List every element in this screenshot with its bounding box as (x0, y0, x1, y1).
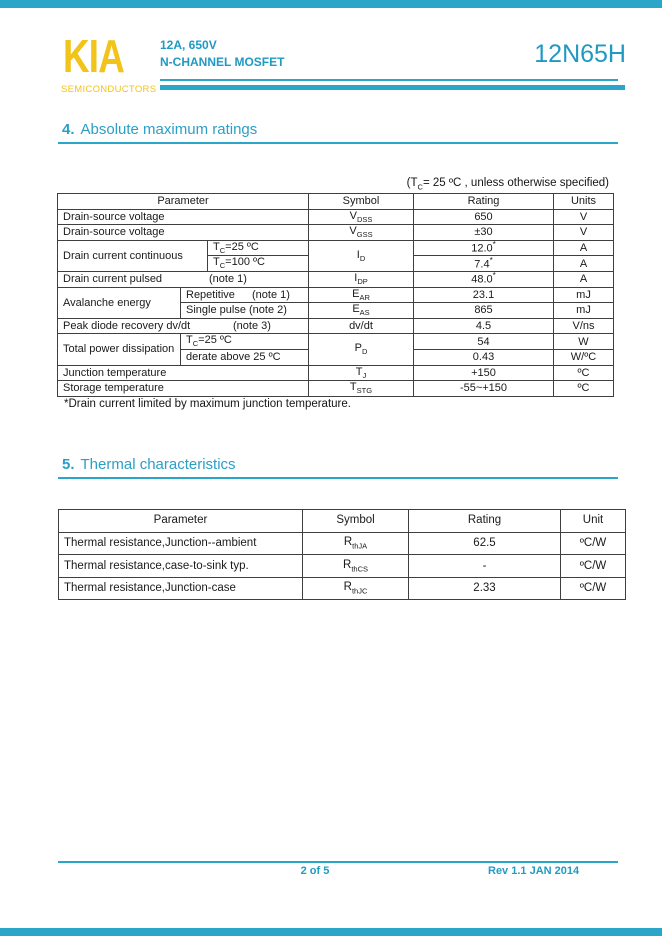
condition-rest: =100 ºC (225, 256, 265, 269)
unit-cell: ºC (554, 365, 614, 381)
header-cell-symbol: Symbol (303, 510, 409, 533)
symbol-cell (309, 381, 414, 397)
table-footnote: *Drain current limited by maximum junction temperature. (64, 398, 351, 410)
sub-param-cell: derate above 25 ºC (181, 349, 309, 365)
symbol-base: T (349, 381, 357, 394)
symbol-cell (309, 209, 414, 225)
header-cell-units: Units (554, 194, 614, 210)
unit-cell: ºC/W (561, 532, 626, 555)
symbol-subscript: DSS (356, 214, 373, 224)
unit-cell: A (554, 256, 614, 272)
symbol-subscript: thJA (352, 541, 368, 551)
symbol-cell (309, 271, 414, 287)
section5-underline (58, 477, 618, 479)
rating-cell: 54 (414, 334, 554, 350)
rating-cell: - (409, 555, 561, 578)
table-row (58, 365, 614, 381)
symbol-base: T (355, 365, 363, 378)
note-ref: (note 1) (252, 288, 290, 301)
part-number: 12N65H (534, 40, 626, 68)
sub-param-cell (208, 256, 309, 272)
symbol-cell (309, 240, 414, 271)
rating-cell: 865 (414, 303, 554, 319)
symbol-cell: dv/dt (309, 318, 414, 334)
unit-cell: V (554, 225, 614, 241)
rating-cell: 0.43 (414, 349, 554, 365)
note-ref: (note 1) (209, 273, 247, 286)
rating-cell: ±30 (414, 225, 554, 241)
rating-cell: 23.1 (414, 287, 554, 303)
param-cell: Avalanche energy (58, 287, 181, 318)
sub-param-cell (208, 240, 309, 256)
symbol-base: R (343, 558, 352, 571)
rating-value: 12.0 (471, 242, 493, 255)
condition-text: Repetitive (186, 288, 235, 301)
symbol-subscript: thJC (351, 586, 368, 596)
table-row (58, 240, 614, 256)
table-row (58, 225, 614, 241)
symbol-subscript: D (361, 347, 368, 357)
symbol-cell (309, 365, 414, 381)
table-row (59, 555, 626, 578)
rating-cell: +150 (414, 365, 554, 381)
symbol-base: V (349, 209, 357, 222)
rating-cell: 62.5 (409, 532, 561, 555)
symbol-cell (309, 334, 414, 365)
symbol-base: E (352, 303, 360, 316)
condition-base: T (213, 256, 220, 269)
symbol-cell (303, 577, 409, 600)
param-cell: Drain current continuous (58, 240, 208, 271)
table-row (59, 532, 626, 555)
condition-base: T (186, 334, 193, 347)
note-ref: (note 3) (233, 320, 271, 332)
table-row (59, 577, 626, 600)
unit-cell: W/ºC (554, 349, 614, 365)
param-cell: Thermal resistance,Junction--ambient (59, 532, 303, 555)
symbol-base: E (352, 287, 360, 300)
param-text: Peak diode recovery dv/dt (63, 320, 191, 332)
rating-cell: 2.33 (409, 577, 561, 600)
header-cell-rating: Rating (409, 510, 561, 533)
unit-cell: A (554, 240, 614, 256)
kia-logo: KIA (63, 30, 124, 82)
table-row (58, 287, 614, 303)
condition-note-subscript: C (417, 182, 423, 192)
top-accent-bar (0, 0, 662, 8)
symbol-subscript: AS (359, 308, 370, 318)
param-cell (58, 271, 309, 287)
unit-cell: W (554, 334, 614, 350)
condition-note (407, 177, 609, 191)
thermal-characteristics-table (58, 509, 626, 600)
symbol-subscript: STG (356, 386, 373, 396)
symbol-subscript: GSS (356, 230, 373, 240)
table-row (58, 334, 614, 350)
unit-cell: mJ (554, 287, 614, 303)
header-rule-thin (160, 79, 618, 81)
param-cell: Junction temperature (58, 365, 309, 381)
rating-cell (414, 271, 554, 287)
header-cell-rating: Rating (414, 194, 554, 210)
symbol-cell (309, 225, 414, 241)
symbol-cell (309, 303, 414, 319)
unit-cell: ºC/W (561, 555, 626, 578)
device-type: N-CHANNEL MOSFET (160, 55, 285, 69)
section5-title: Thermal characteristics (80, 456, 236, 473)
rating-cell (414, 256, 554, 272)
symbol-base: R (343, 536, 353, 549)
symbol-cell (309, 287, 414, 303)
rating-value: 7.4 (474, 258, 490, 271)
rating-cell (414, 240, 554, 256)
rating-asterisk: * (489, 255, 493, 265)
unit-cell: V (554, 209, 614, 225)
section4-title: Absolute maximum ratings (80, 121, 258, 138)
symbol-subscript: AR (359, 292, 370, 302)
condition-note-pre: (T (406, 177, 418, 189)
logo-tagline: SEMICONDUCTORS (61, 84, 157, 95)
unit-cell: mJ (554, 303, 614, 319)
param-cell (58, 318, 309, 334)
symbol-base: I (356, 248, 360, 261)
table-row (58, 271, 614, 287)
condition-base: T (213, 240, 220, 253)
param-cell: Storage temperature (58, 381, 309, 397)
footer-rule (58, 861, 618, 863)
rating-cell: -55~+150 (414, 381, 554, 397)
unit-cell: A (554, 271, 614, 287)
unit-cell: ºC (554, 381, 614, 397)
param-cell: Drain-source voltage (58, 225, 309, 241)
absolute-maximum-ratings-table (57, 193, 614, 397)
condition-note-post: = 25 ºC , unless otherwise specified) (422, 177, 609, 189)
table-row (58, 209, 614, 225)
symbol-subscript: J (362, 370, 367, 380)
param-text: Drain current pulsed (63, 273, 163, 286)
param-cell: Thermal resistance,case-to-sink typ. (59, 555, 303, 578)
sub-param-cell: Single pulse (note 2) (181, 303, 309, 319)
unit-cell: ºC/W (561, 577, 626, 600)
table-header-row (59, 510, 626, 533)
symbol-base: I (354, 272, 358, 285)
spec-line: 12A, 650V (160, 38, 217, 52)
param-cell: Total power dissipation (58, 334, 181, 365)
section5-heading (62, 456, 236, 473)
rating-cell: 4.5 (414, 318, 554, 334)
header-cell-parameter: Parameter (58, 194, 309, 210)
symbol-subscript: DP (357, 277, 368, 287)
symbol-cell (303, 555, 409, 578)
symbol-base: V (349, 225, 357, 238)
rating-value: 48.0 (471, 274, 493, 287)
sub-param-cell (181, 334, 309, 350)
header-rule-thick (160, 85, 625, 90)
bottom-accent-bar (0, 928, 662, 936)
section4-heading (62, 121, 257, 138)
condition-subscript: C (192, 339, 199, 349)
header-cell-unit: Unit (561, 510, 626, 533)
header-cell-symbol: Symbol (309, 194, 414, 210)
symbol-subscript: thCS (351, 564, 368, 573)
section5-number: 5. (62, 456, 75, 473)
condition-subscript: C (219, 261, 226, 271)
symbol-subscript: D (359, 253, 366, 263)
table-row (58, 381, 614, 397)
revision-label: Rev 1.1 JAN 2014 (488, 865, 580, 877)
rating-asterisk: * (492, 240, 496, 250)
section4-number: 4. (62, 121, 75, 138)
param-cell: Drain-source voltage (58, 209, 309, 225)
rating-asterisk: * (492, 271, 496, 281)
table-header-row (58, 194, 614, 210)
page-indicator: 2 of 5 (300, 865, 330, 877)
condition-subscript: C (219, 246, 226, 256)
header-cell-parameter: Parameter (59, 510, 303, 533)
param-cell: Thermal resistance,Junction-case (59, 577, 303, 600)
unit-cell: V/ns (554, 318, 614, 334)
symbol-base: R (343, 581, 352, 594)
symbol-cell (303, 532, 409, 555)
rating-cell: 650 (414, 209, 554, 225)
condition-rest: =25 ºC (225, 240, 259, 253)
symbol-base: P (354, 342, 362, 355)
section4-underline (58, 142, 618, 144)
sub-param-cell (181, 287, 309, 303)
table-row (58, 318, 614, 334)
condition-rest: =25 ºC (198, 334, 232, 347)
